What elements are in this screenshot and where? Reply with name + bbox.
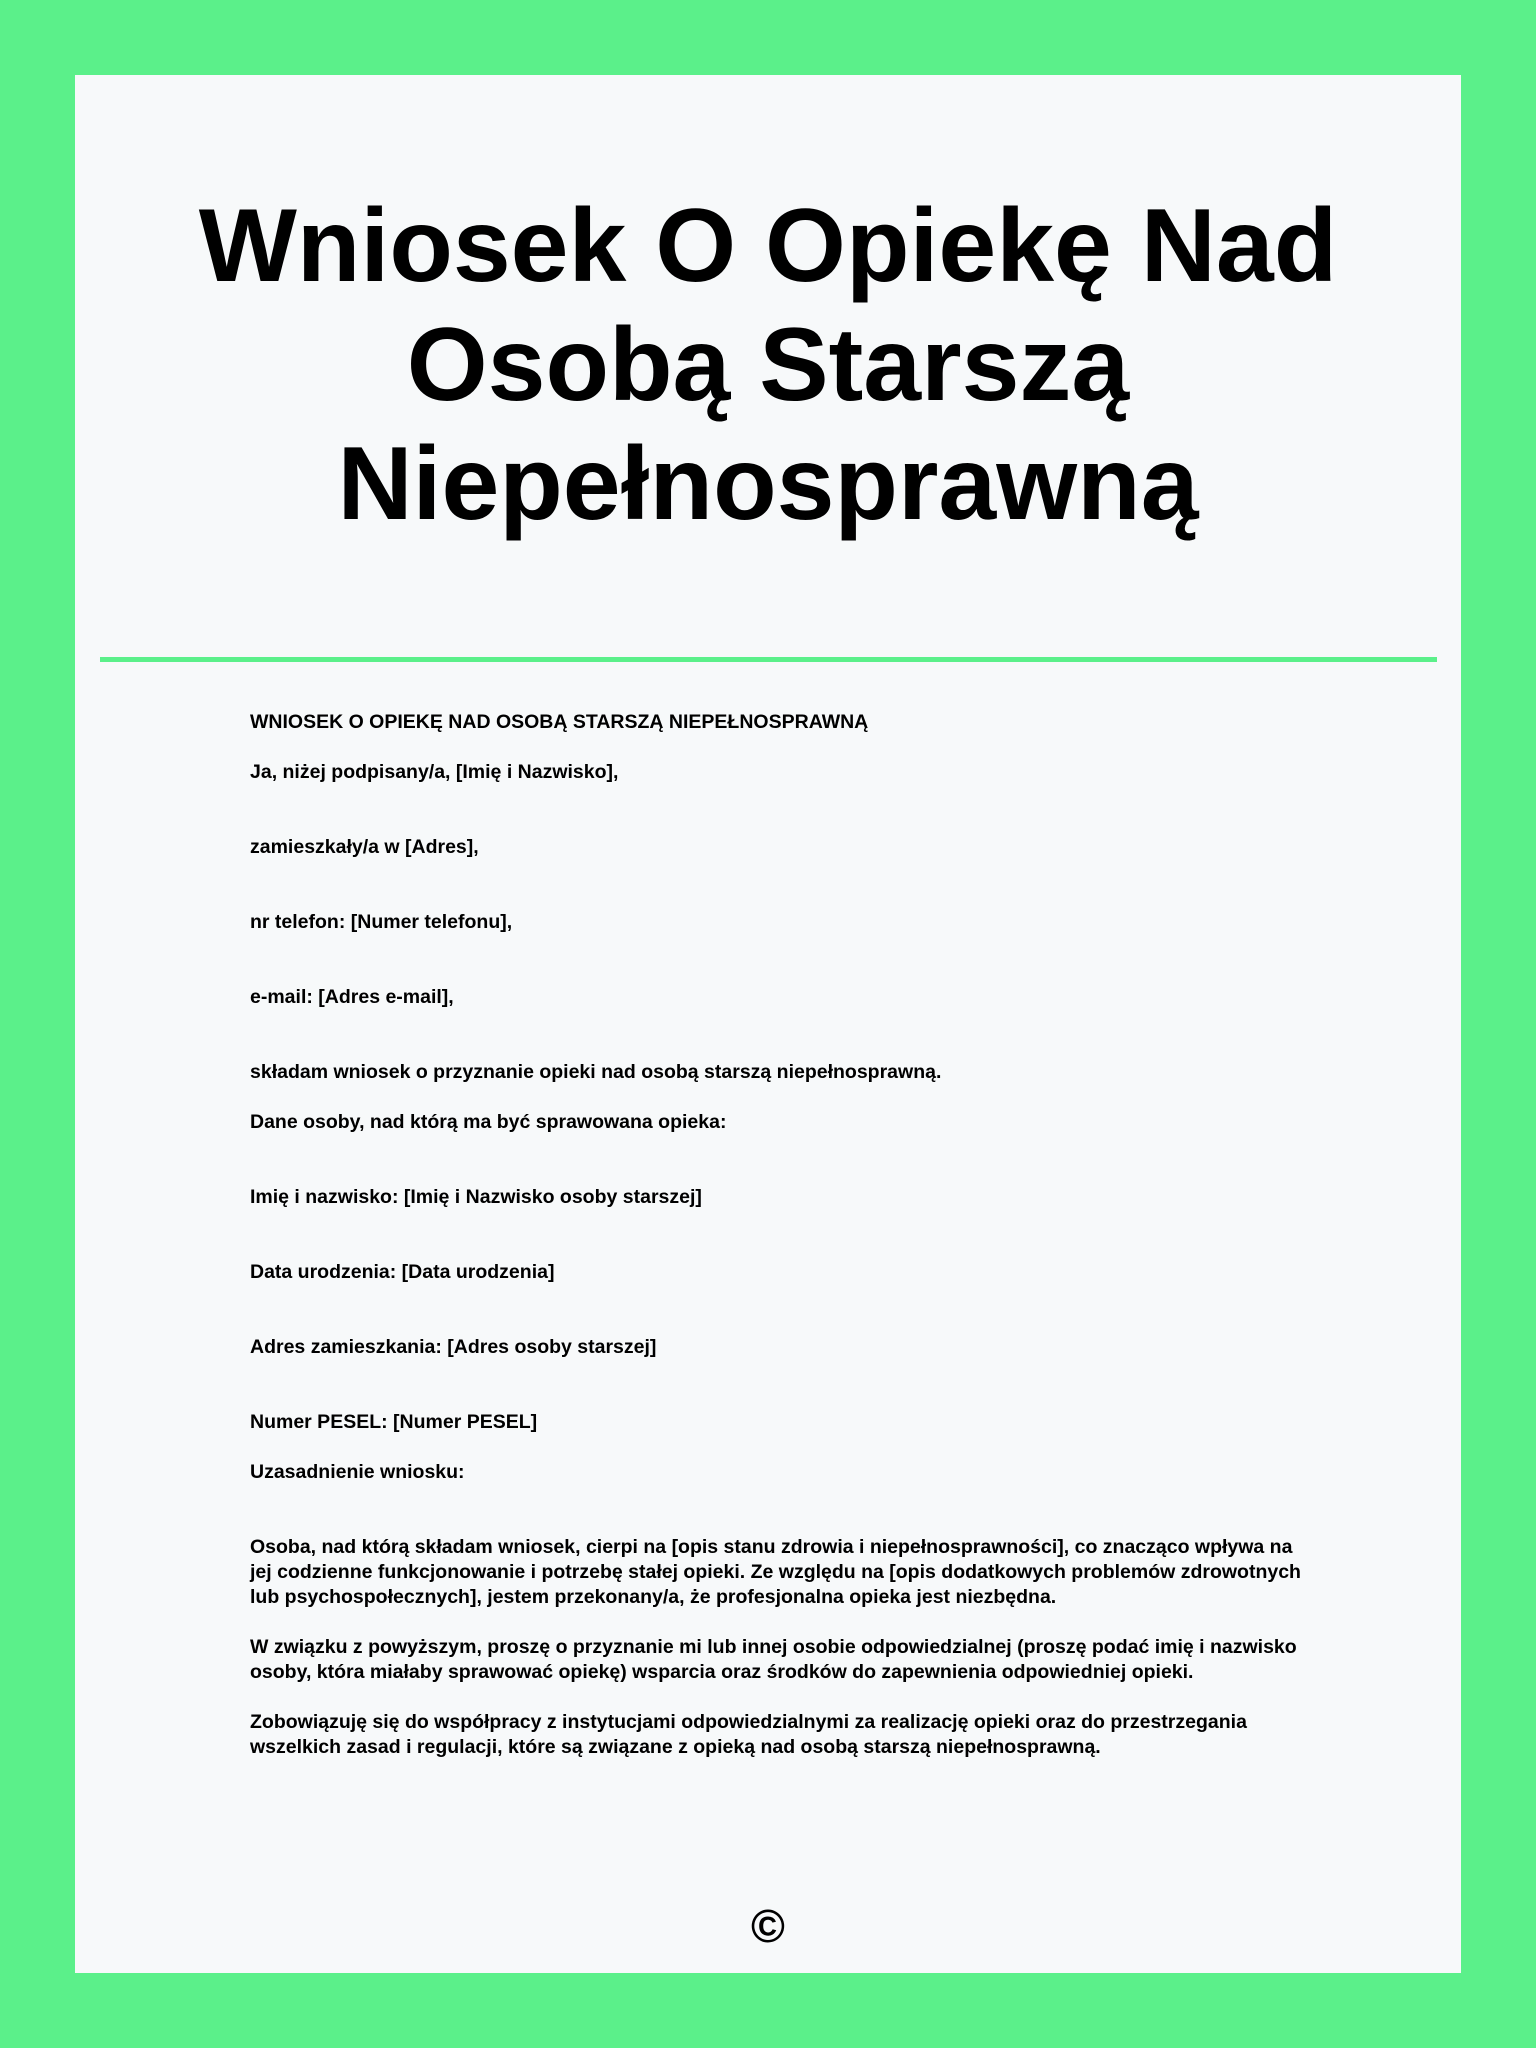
justification-paragraph: W związku z powyższym, proszę o przyznanie mi lub innej osobie odpowiedzialnej (proszę podać imię i nazwisko osoby, która miałaby sprawować opiekę) wsparcia oraz środków do zapewnienia odpowiedniej opieki. [250,1636,1297,1683]
person-name-line: Imię i nazwisko: [Imię i Nazwisko osoby starszej] [250,1186,702,1208]
person-intro: Dane osoby, nad którą ma być sprawowana opieka: [250,1111,727,1133]
applicant-phone-line: nr telefon: [Numer telefonu], [250,911,513,933]
document-body [250,710,1310,1760]
person-address-line: Adres zamieszkania: [Adres osoby starszej] [250,1336,657,1358]
justification-label: Uzasadnienie wniosku: [250,1461,465,1483]
person-dob-line: Data urodzenia: [Data urodzenia] [250,1261,555,1283]
justification-paragraph: Zobowiązuję się do współpracy z instytucjami odpowiedzialnymi za realizację opieki oraz do przestrzegania wszelkich zasad i regulacji, które są związane z opieką nad osobą starszą niepełnosprawną. [250,1711,1247,1758]
document-page [75,75,1461,1973]
justification-paragraph: Osoba, nad którą składam wniosek, cierpi na [opis stanu zdrowia i niepełnosprawności], co znacząco wpływa na jej codzienne funkcjonowanie i potrzebę stałej opieki. Ze względu na [opis dodatkowych problemów zdrowotnych lub psychospołecznych], jestem przekonany/a, że profesjonalna opieka jest niezbędna. [250,1536,1301,1608]
page-title: Wniosek O Opiekę Nad Osobą Starszą Niepełnosprawną [198,187,1338,542]
title-divider [100,657,1437,662]
person-pesel-line: Numer PESEL: [Numer PESEL] [250,1411,538,1433]
title-block [75,75,1461,655]
request-line: składam wniosek o przyznanie opieki nad osobą starszą niepełnosprawną. [250,1061,942,1083]
copyright-icon: © [751,1900,785,1952]
applicant-email-line: e-mail: [Adres e-mail], [250,986,454,1008]
document-heading: WNIOSEK O OPIEKĘ NAD OSOBĄ STARSZĄ NIEPEŁNOSPRAWNĄ [250,711,869,733]
applicant-address-line: zamieszkały/a w [Adres], [250,836,479,858]
applicant-name-line: Ja, niżej podpisany/a, [Imię i Nazwisko], [250,761,619,783]
